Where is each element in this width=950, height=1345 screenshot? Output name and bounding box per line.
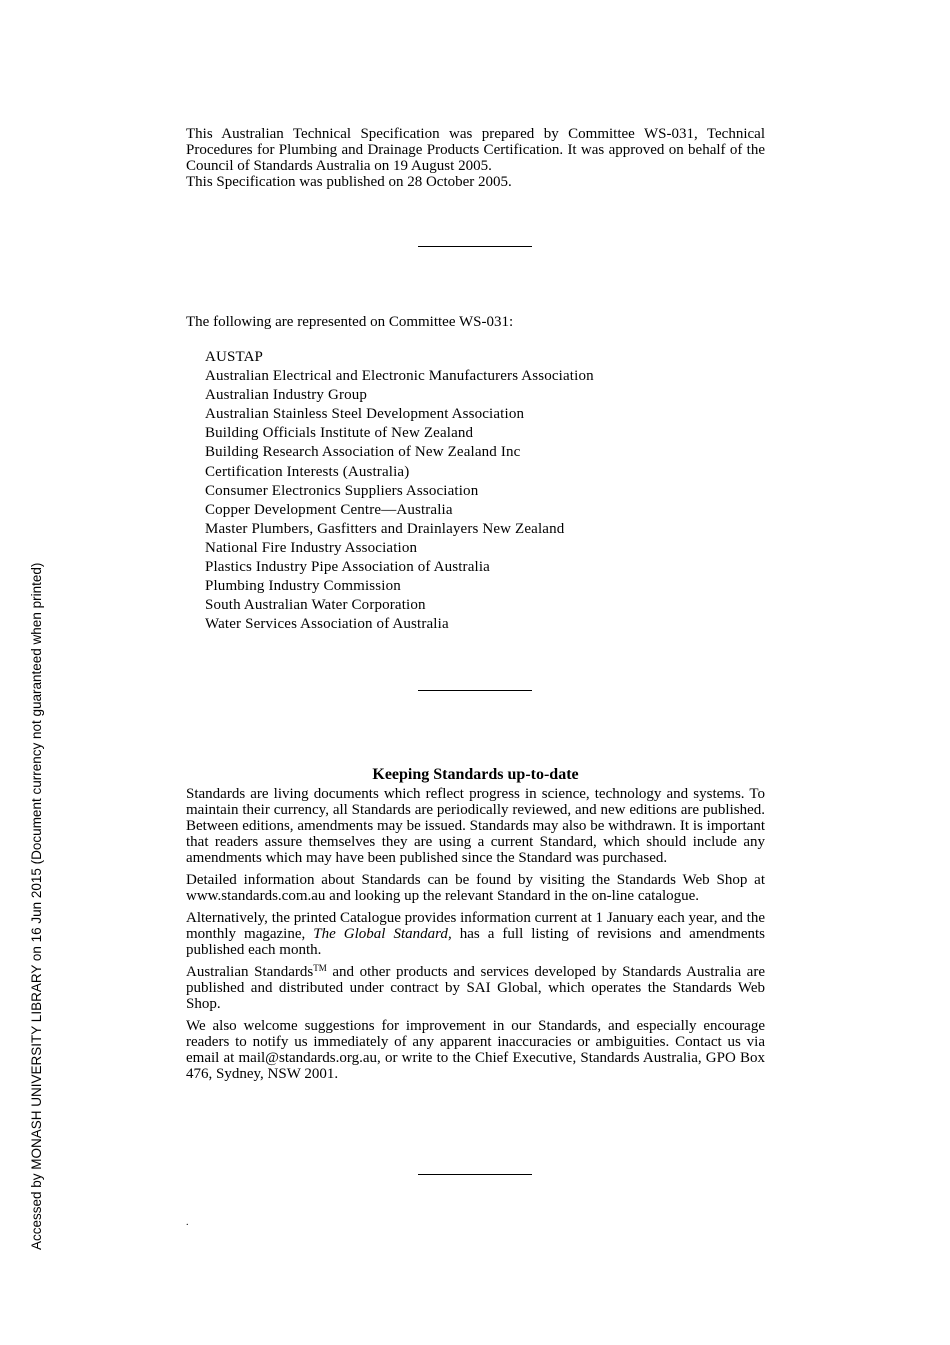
text-span: Alternatively, the printed Catalogue provides information current at 1 January each year, and the monthly magazine, (186, 910, 765, 942)
paragraph-web-shop: Detailed information about Standards can be found by visiting the Standards Web Shop at www.standards.com.au and looking up the relevant Standard in the on-line catalogue. (186, 872, 765, 904)
paragraph-catalogue (186, 910, 765, 958)
magazine-title: The Global Standard (313, 926, 448, 942)
preparation-statement (186, 126, 765, 190)
list-item: Building Officials Institute of New Zealand (205, 425, 474, 442)
publication-date-text: This Specification was published on 28 October 2005. (186, 174, 512, 190)
section-divider (418, 690, 532, 691)
list-item: National Fire Industry Association (205, 539, 418, 556)
text-span: and other products and services developed by Standards Australia are published and distributed under contract by SAI Global, which operates the Standards Web Shop. (186, 964, 765, 1012)
list-item: Australian Electrical and Electronic Manufacturers Association (205, 368, 594, 385)
trademark-mark: TM (313, 963, 327, 973)
paragraph-living-documents: Standards are living documents which reflect progress in science, technology and systems. To maintain their currency, all Standards are periodically reviewed, and new editions are published. Between editions, amendments may be issued. Standards may also be withdrawn. It is important that readers assure themselves they are using a current Standard, which should include any amendments which may have been published since the Standard was purchased. (186, 786, 765, 866)
text-span: , has a full listing of revisions and amendments published each month. (186, 926, 765, 958)
keeping-standards-section (186, 766, 765, 1082)
section-divider (418, 1174, 532, 1175)
footer-mark: . (186, 1217, 189, 1228)
list-item: Copper Development Centre—Australia (205, 501, 453, 518)
section-divider (418, 246, 532, 247)
list-item: Water Services Association of Australia (205, 616, 449, 633)
list-item: Consumer Electronics Suppliers Association (205, 482, 479, 499)
list-item: Plastics Industry Pipe Association of Australia (205, 559, 490, 576)
list-item: Plumbing Industry Commission (205, 578, 401, 595)
paragraph-sai-global (186, 964, 765, 1012)
list-item: Building Research Association of New Zealand Inc (205, 444, 521, 461)
section-heading: Keeping Standards up-to-date (372, 766, 579, 783)
paragraph-suggestions: We also welcome suggestions for improvement in our Standards, and especially encourage readers to notify us immediately of any apparent inaccuracies or ambiguities. Contact us via email at mail@standards.org.au, or write to the Chief Executive, Standards Australia, GPO Box 476, Sydney, NSW 2001. (186, 1018, 765, 1082)
list-item: Australian Industry Group (205, 387, 368, 404)
text-span: Australian Standards (186, 964, 314, 980)
list-item: Master Plumbers, Gasfitters and Drainlayers New Zealand (205, 520, 565, 537)
list-item: Australian Stainless Steel Development Association (205, 406, 525, 423)
committee-member-list (205, 348, 594, 634)
list-item: Certification Interests (Australia) (205, 463, 410, 480)
list-item: AUSTAP (205, 349, 264, 365)
access-watermark: Accessed by MONASH UNIVERSITY LIBRARY on 16 Jun 2015 (Document currency not guaranteed when printed) (29, 562, 44, 1250)
committee-intro: The following are represented on Committee WS-031: (186, 314, 514, 330)
preparation-text: This Australian Technical Specification was prepared by Committee WS-031, Technical Procedures for Plumbing and Drainage Products Certification. It was approved on behalf of the Council of Standards Australia on 19 August 2005. (186, 126, 765, 174)
list-item: South Australian Water Corporation (205, 597, 426, 614)
